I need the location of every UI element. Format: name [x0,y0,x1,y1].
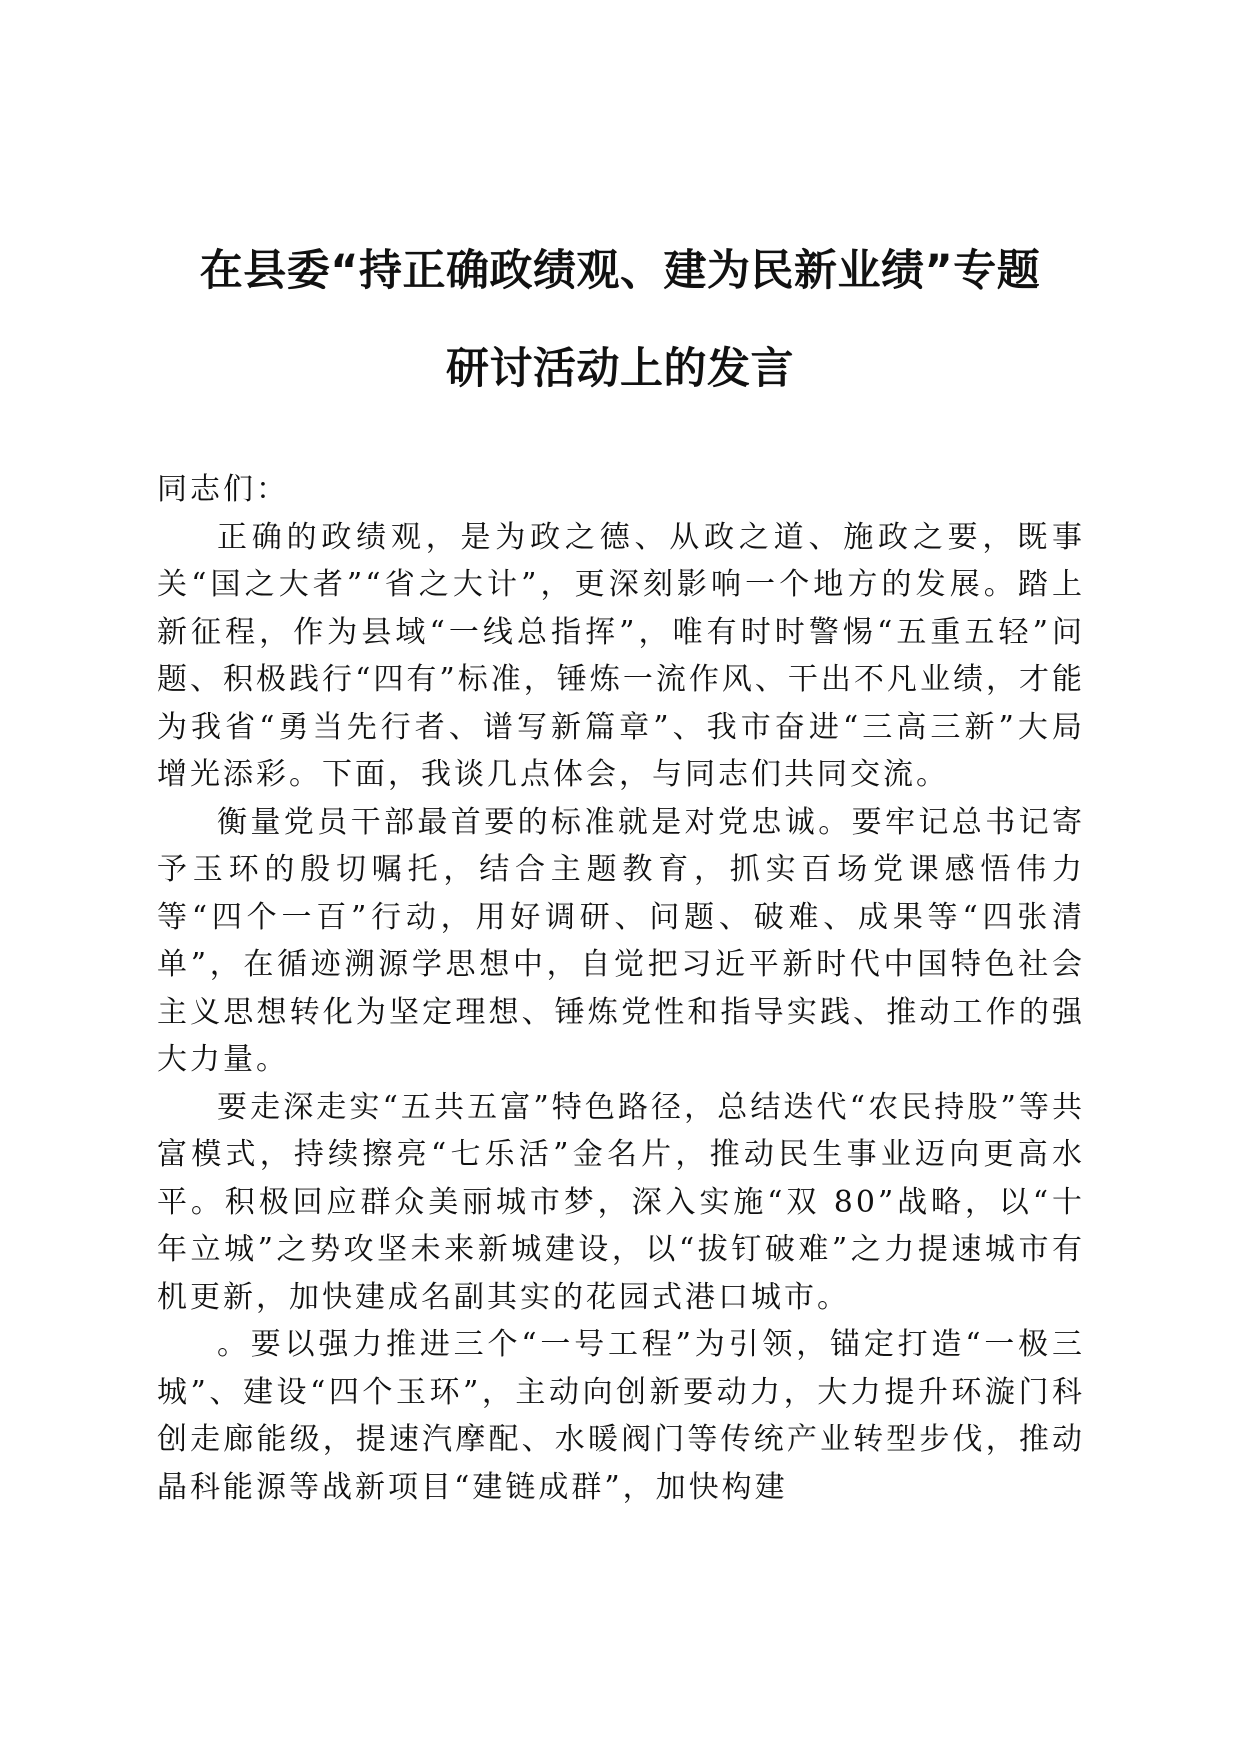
title-line-2: 研讨活动上的发言 [446,344,794,394]
paragraph-1: 正确的政绩观，是为政之德、从政之道、施政之要，既事关“国之大者”“省之大计”，更深刻影响一个地方的发展。踏上新征程，作为县域“一线总指挥”，唯有时时警惕“五重五轻”问题、积极践行“四有”标准，锤炼一流作风、干出不凡业绩，才能为我省“勇当先行者、谱写新篇章”、我市奋进“三高三新”大局增光添彩。下面，我谈几点体会，与同志们共同交流。 [157,519,1085,792]
paragraph-2: 衡量党员干部最首要的标准就是对党忠诚。要牢记总书记寄予玉环的殷切嘱托，结合主题教育，抓实百场党课感悟伟力等“四个一百”行动，用好调研、问题、破难、成果等“四张清单”，在循迹溯源学思想中，自觉把习近平新时代中国特色社会主义思想转化为坚定理想、锤炼党性和指导实践、推动工作的强大力量。 [157,804,1085,1077]
title-line-1: 在县委“持正确政绩观、建为民新业绩”专题 [199,246,1041,296]
document-body [157,466,1085,1511]
document-title [150,222,1090,418]
paragraph-3: 要走深走实“五共五富”特色路径，总结迭代“农民持股”等共富模式，持续擦亮“七乐活”金名片，推动民生事业迈向更高水平。积极回应群众美丽城市梦，深入实施“双 80”战略，以“十年立城”之势攻坚未来新城建设，以“拔钉破难”之力提速城市有机更新，加快建成名副其实的花园式港口城市。 [157,1089,1085,1315]
paragraph-4: 。要以强力推进三个“一号工程”为引领，锚定打造“一极三城”、建设“四个玉环”，主动向创新要动力，大力提升环漩门科创走廊能级，提速汽摩配、水暖阀门等传统产业转型步伐，推动晶科能源等战新项目“建链成群”，加快构建 [157,1327,1085,1505]
greeting: 同志们： [157,472,289,507]
